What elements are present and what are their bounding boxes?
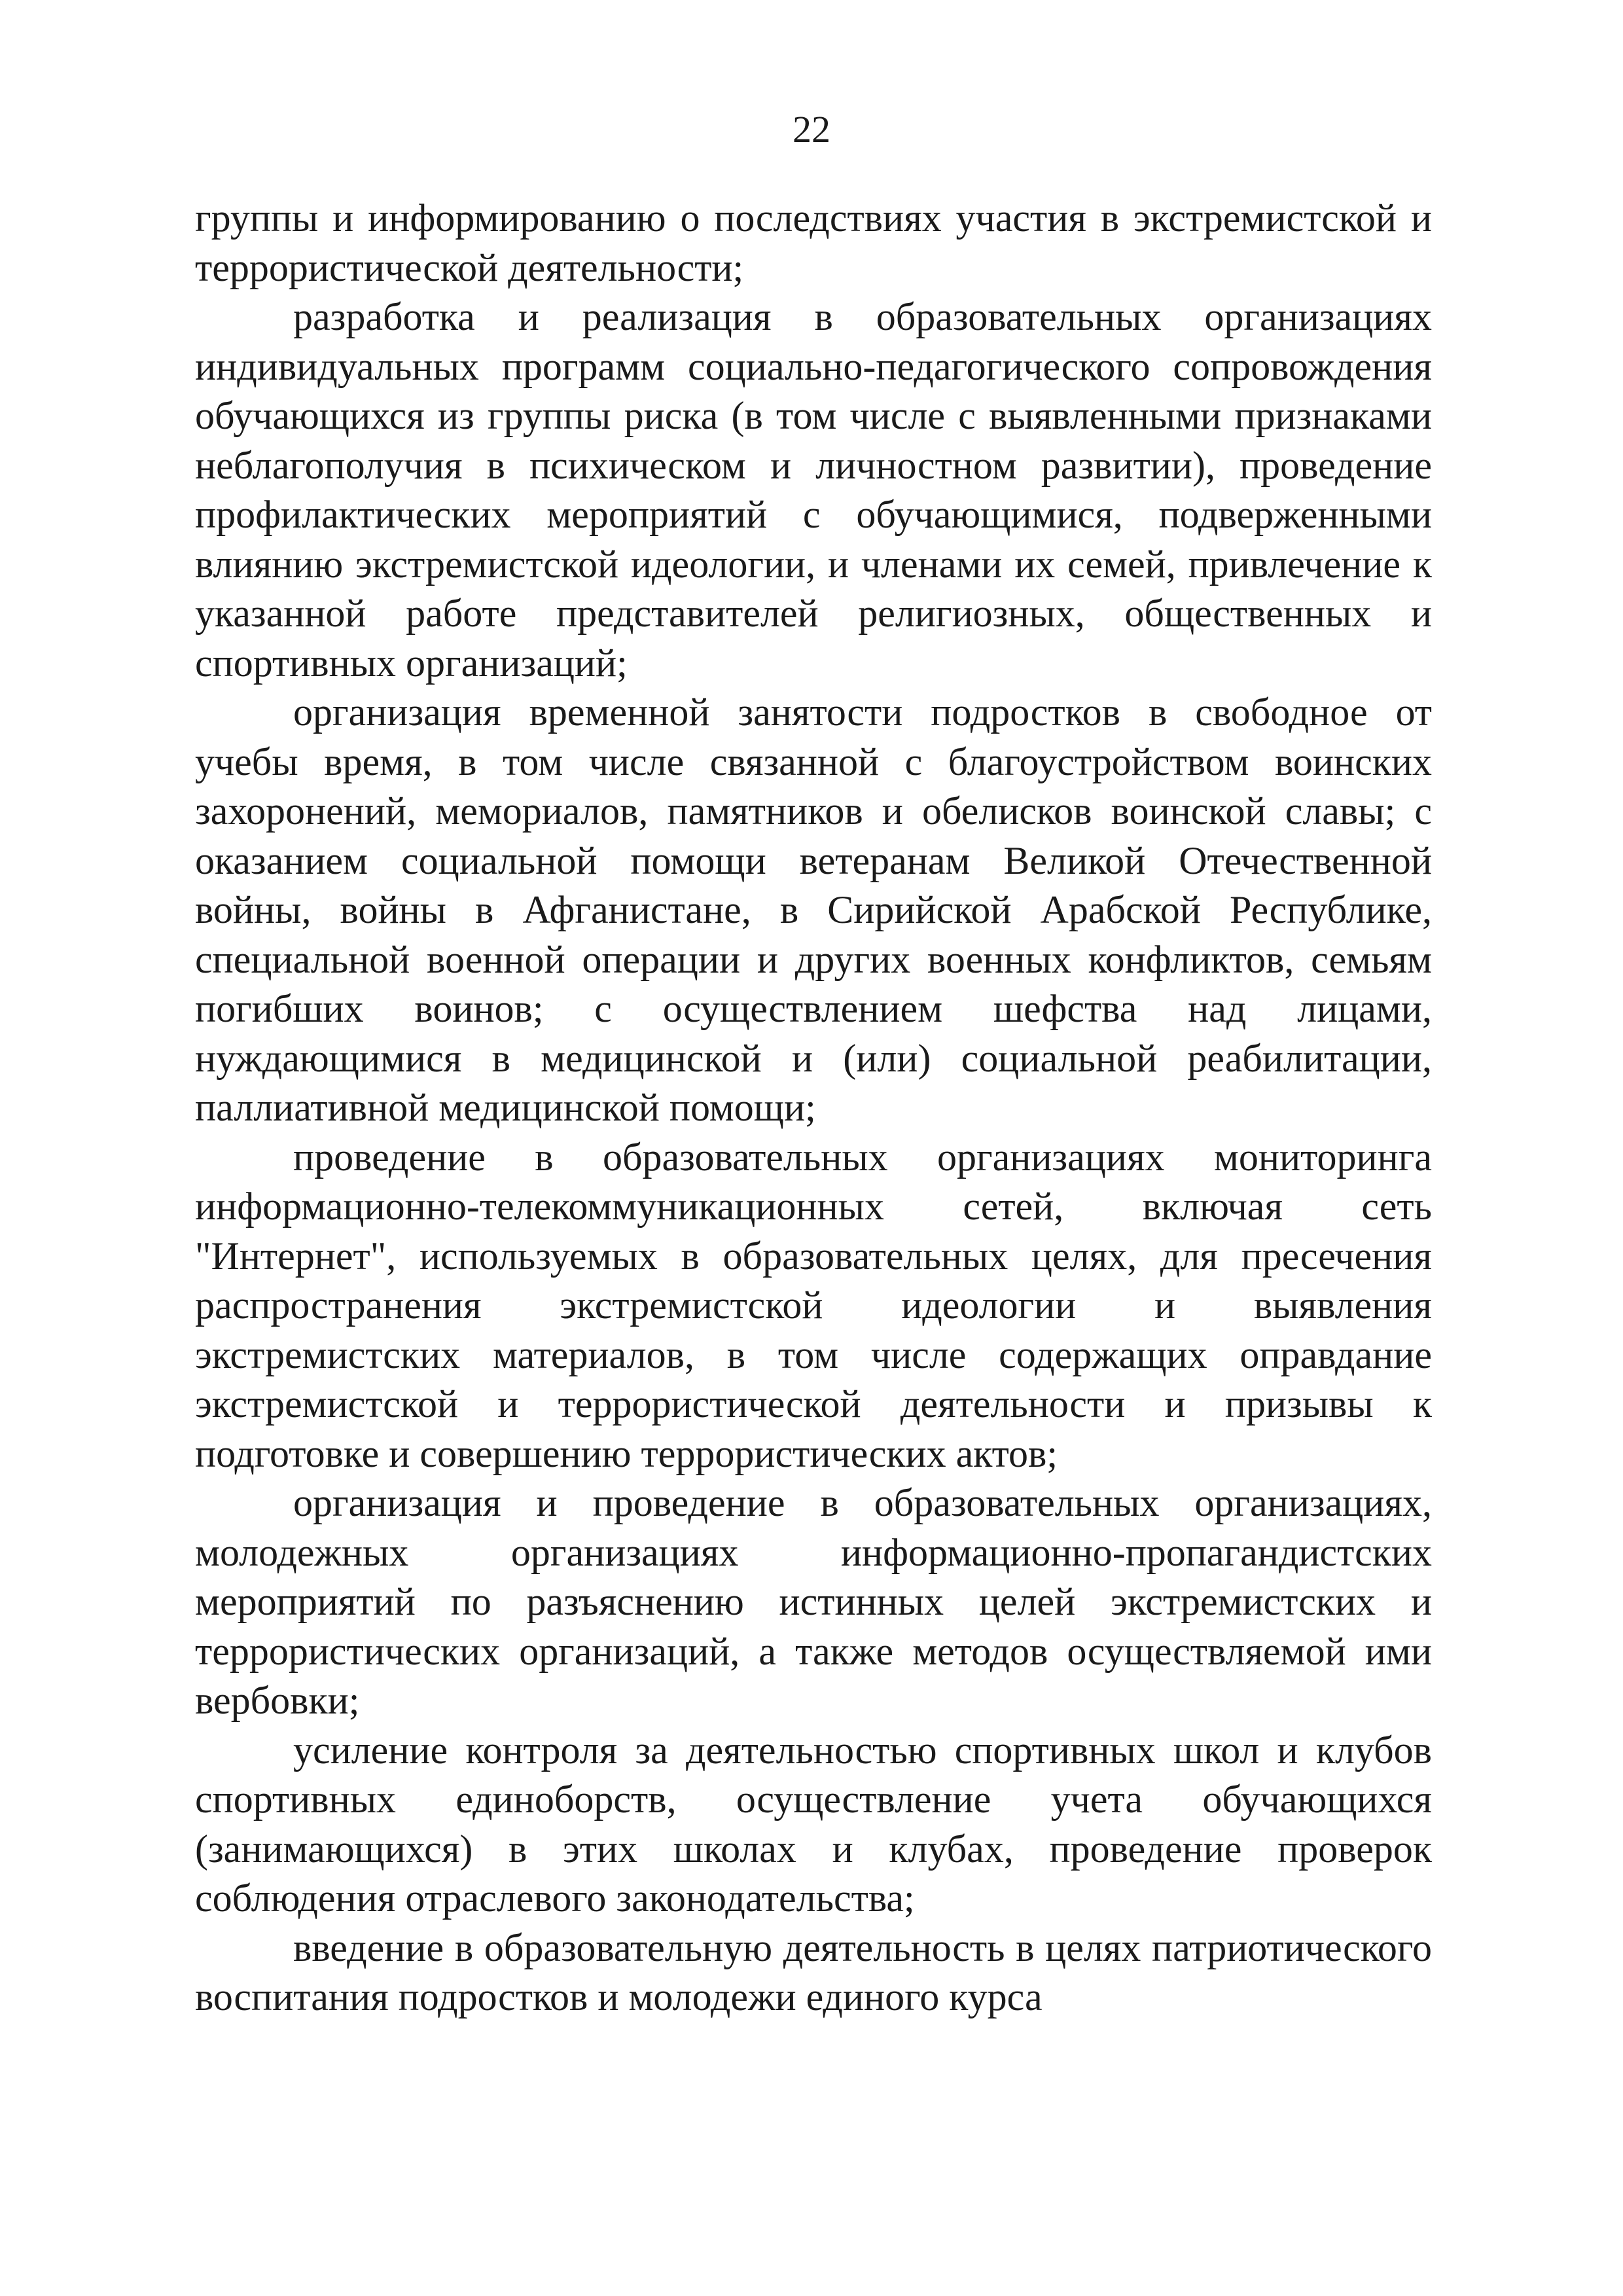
document-body xyxy=(195,194,1432,2022)
page-number: 22 xyxy=(793,108,830,151)
paragraph-temporary-employment: организация временной занятости подростков в свободное от учебы время, в том числе связанной с благоустройством воинских захоронений, мемориалов, памятников и обелисков воинской славы; с оказанием социальной помощи ветеранам Великой Отечественной войны, войны в Афганистане, в Сирийской Арабской Республике, специальной военной операции и других военных конфликтов, семьям погибших воинов; с осуществлением шефства над лицами, нуждающимися в медицинской и (или) социальной реабилитации, паллиативной медицинской помощи; xyxy=(195,691,1432,1129)
paragraph-sports-schools-control: усиление контроля за деятельностью спортивных школ и клубов спортивных единоборств, осуществление учета обучающихся (занимающихся) в этих школах и клубах, проведение проверок соблюдения отраслевого законодательства; xyxy=(195,1728,1432,1920)
paragraph-unified-course: введение в образовательную деятельность в целях патриотического воспитания подростков и молодежи единого курса xyxy=(195,1926,1432,2018)
paragraph-continuation: группы и информированию о последствиях участия в экстремистской и террористической деятельности; xyxy=(195,196,1432,289)
paragraph-information-events: организация и проведение в образовательных организациях, молодежных организациях информационно-пропагандистских мероприятий по разъяснению истинных целей экстремистских и террористических организаций, а также методов осуществляемой ими вербовки; xyxy=(195,1481,1432,1722)
paragraph-individual-programs: разработка и реализация в образовательных организациях индивидуальных программ социально-педагогического сопровождения обучающихся из группы риска (в том числе с выявленными признаками неблагополучия в психическом и личностном развитии), проведение профилактических мероприятий с обучающимися, подверженными влиянию экстремистской идеологии, и членами их семей, привлечение к указанной работе представителей религиозных, общественных и спортивных организаций; xyxy=(195,295,1432,685)
paragraph-internet-monitoring: проведение в образовательных организациях мониторинга информационно-телекоммуникационных сетей, включая сеть "Интернет", используемых в образовательных целях, для пресечения распространения экстремистской идеологии и выявления экстремистских материалов, в том числе содержащих оправдание экстремистской и террористической деятельности и призывы к подготовке и совершению террористических актов; xyxy=(195,1135,1432,1475)
